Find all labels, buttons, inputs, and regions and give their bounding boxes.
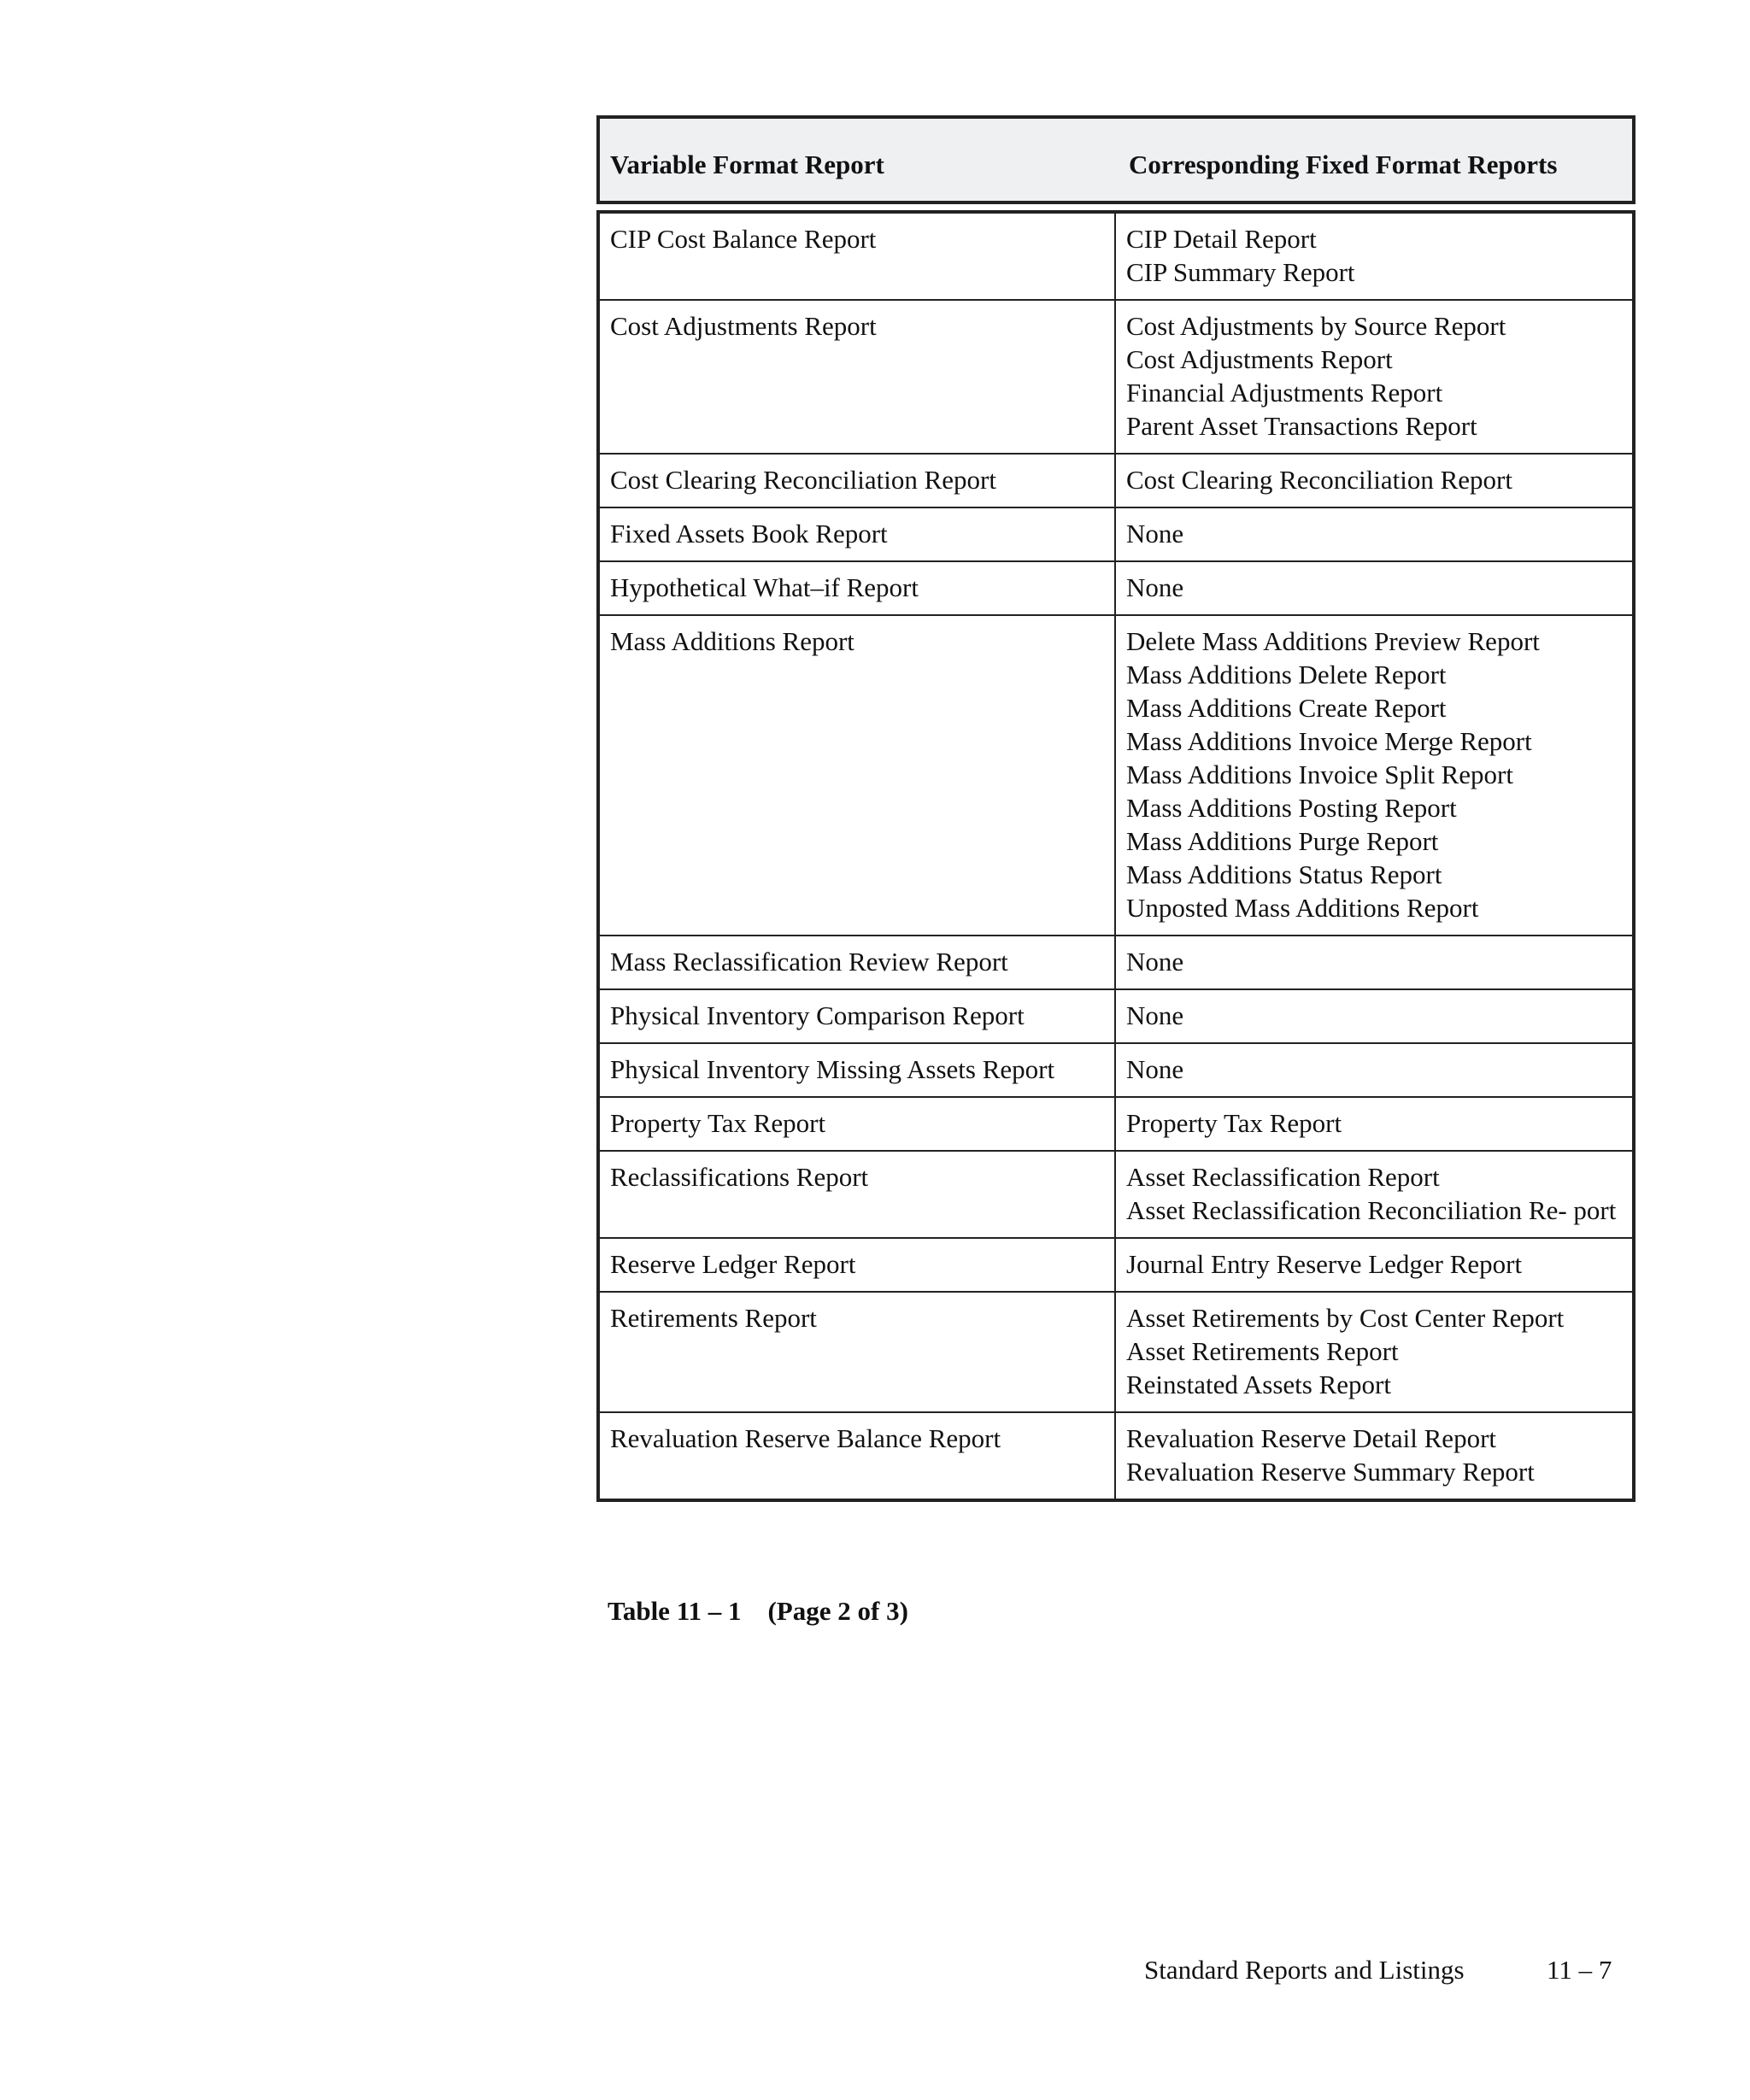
fixed-format-report-name: Journal Entry Reserve Ledger Report (1126, 1249, 1523, 1279)
variable-format-report-name: Fixed Assets Book Report (610, 519, 888, 548)
variable-format-report-name: Reclassifications Report (610, 1162, 869, 1192)
table-row (600, 507, 1632, 561)
fixed-format-reports-cell (1115, 1238, 1632, 1292)
fixed-format-report-name: CIP Detail Report (1126, 224, 1317, 254)
fixed-format-report-name: None (1126, 1000, 1184, 1030)
table-row (600, 1238, 1632, 1292)
variable-format-report-name: Revaluation Reserve Balance Report (610, 1423, 1001, 1453)
fixed-format-reports-cell (1115, 300, 1632, 454)
fixed-format-report-name: Delete Mass Additions Preview Report (1126, 626, 1540, 656)
fixed-format-report-name: Mass Additions Invoice Merge Report (1126, 726, 1532, 756)
variable-format-report-name: Retirements Report (610, 1303, 817, 1333)
table-row (600, 615, 1632, 936)
fixed-format-report-name: Mass Additions Invoice Split Report (1126, 760, 1513, 789)
variable-format-report-name: Cost Adjustments Report (610, 311, 877, 341)
fixed-format-report-name: Asset Reclassification Reconciliation Re- port (1126, 1195, 1617, 1225)
fixed-format-report-name: Asset Retirements by Cost Center Report (1126, 1303, 1565, 1333)
fixed-format-report-name: Cost Adjustments by Source Report (1126, 311, 1506, 341)
variable-format-report-cell (600, 1238, 1115, 1292)
table-caption: Table 11 – 1 (Page 2 of 3) (608, 1596, 908, 1626)
table-row (600, 300, 1632, 454)
variable-format-report-cell (600, 615, 1115, 936)
variable-format-report-cell (600, 1412, 1115, 1499)
footer-page-number: 11 – 7 (1547, 1955, 1612, 1985)
fixed-format-report-name: Cost Adjustments Report (1126, 344, 1393, 374)
variable-format-report-name: Hypothetical What–if Report (610, 572, 919, 602)
variable-format-report-cell (600, 300, 1115, 454)
fixed-format-report-name: Financial Adjustments Report (1126, 378, 1443, 408)
fixed-format-report-name: Revaluation Reserve Detail Report (1126, 1423, 1497, 1453)
variable-format-report-cell (600, 936, 1115, 989)
footer-title: Standard Reports and Listings (1144, 1955, 1465, 1985)
variable-format-report-cell (600, 454, 1115, 507)
fixed-format-reports-cell (1115, 561, 1632, 615)
fixed-format-report-name: None (1126, 947, 1184, 977)
table-row (600, 989, 1632, 1043)
fixed-format-report-name: Parent Asset Transactions Report (1126, 411, 1477, 441)
fixed-format-report-name: CIP Summary Report (1126, 257, 1355, 287)
fixed-format-report-name: Cost Clearing Reconciliation Report (1126, 465, 1512, 495)
fixed-format-reports-cell (1115, 1292, 1632, 1412)
fixed-format-report-name: None (1126, 1054, 1184, 1084)
fixed-format-report-name: None (1126, 519, 1184, 548)
fixed-format-report-name: Revaluation Reserve Summary Report (1126, 1457, 1535, 1487)
table-row (600, 1412, 1632, 1499)
table-row (600, 1292, 1632, 1412)
fixed-format-report-name: Mass Additions Purge Report (1126, 826, 1439, 856)
fixed-format-report-name: Asset Retirements Report (1126, 1336, 1399, 1366)
variable-format-report-name: CIP Cost Balance Report (610, 224, 877, 254)
fixed-format-report-name: None (1126, 572, 1184, 602)
variable-format-report-cell (600, 1043, 1115, 1097)
fixed-format-report-name: Mass Additions Delete Report (1126, 660, 1447, 689)
table-row (600, 1097, 1632, 1151)
variable-format-report-name: Mass Reclassification Review Report (610, 947, 1008, 977)
fixed-format-report-name: Reinstated Assets Report (1126, 1370, 1391, 1399)
fixed-format-reports-cell (1115, 1151, 1632, 1238)
fixed-format-report-name: Mass Additions Create Report (1126, 693, 1447, 723)
fixed-format-reports-cell (1115, 1097, 1632, 1151)
table-row (600, 561, 1632, 615)
table-header (596, 115, 1635, 204)
table-row (600, 936, 1632, 989)
report-table-rows (600, 214, 1632, 1499)
variable-format-report-name: Property Tax Report (610, 1108, 826, 1138)
fixed-format-reports-cell (1115, 1412, 1632, 1499)
variable-format-report-cell (600, 561, 1115, 615)
fixed-format-reports-cell (1115, 1043, 1632, 1097)
table-row (600, 1043, 1632, 1097)
table-row (600, 1151, 1632, 1238)
column-header-variable-format: Variable Format Report (610, 150, 884, 179)
fixed-format-reports-cell (1115, 989, 1632, 1043)
fixed-format-reports-cell (1115, 454, 1632, 507)
table-row (600, 454, 1632, 507)
variable-format-report-cell (600, 214, 1115, 300)
report-table (596, 210, 1635, 1502)
table-row (600, 214, 1632, 300)
variable-format-report-cell (600, 1151, 1115, 1238)
report-table-body (600, 214, 1632, 1499)
variable-format-report-cell (600, 507, 1115, 561)
fixed-format-report-name: Property Tax Report (1126, 1108, 1342, 1138)
variable-format-report-name: Cost Clearing Reconciliation Report (610, 465, 996, 495)
fixed-format-reports-cell (1115, 214, 1632, 300)
variable-format-report-name: Reserve Ledger Report (610, 1249, 856, 1279)
variable-format-report-name: Physical Inventory Comparison Report (610, 1000, 1025, 1030)
fixed-format-report-name: Asset Reclassification Report (1126, 1162, 1440, 1192)
variable-format-report-cell (600, 1292, 1115, 1412)
column-header-fixed-format: Corresponding Fixed Format Reports (1129, 150, 1558, 179)
fixed-format-reports-cell (1115, 507, 1632, 561)
fixed-format-report-name: Mass Additions Posting Report (1126, 793, 1457, 823)
fixed-format-report-name: Unposted Mass Additions Report (1126, 893, 1479, 923)
variable-format-report-name: Physical Inventory Missing Assets Report (610, 1054, 1055, 1084)
fixed-format-report-name: Mass Additions Status Report (1126, 859, 1442, 889)
fixed-format-reports-cell (1115, 615, 1632, 936)
fixed-format-reports-cell (1115, 936, 1632, 989)
variable-format-report-cell (600, 1097, 1115, 1151)
variable-format-report-name: Mass Additions Report (610, 626, 854, 656)
variable-format-report-cell (600, 989, 1115, 1043)
